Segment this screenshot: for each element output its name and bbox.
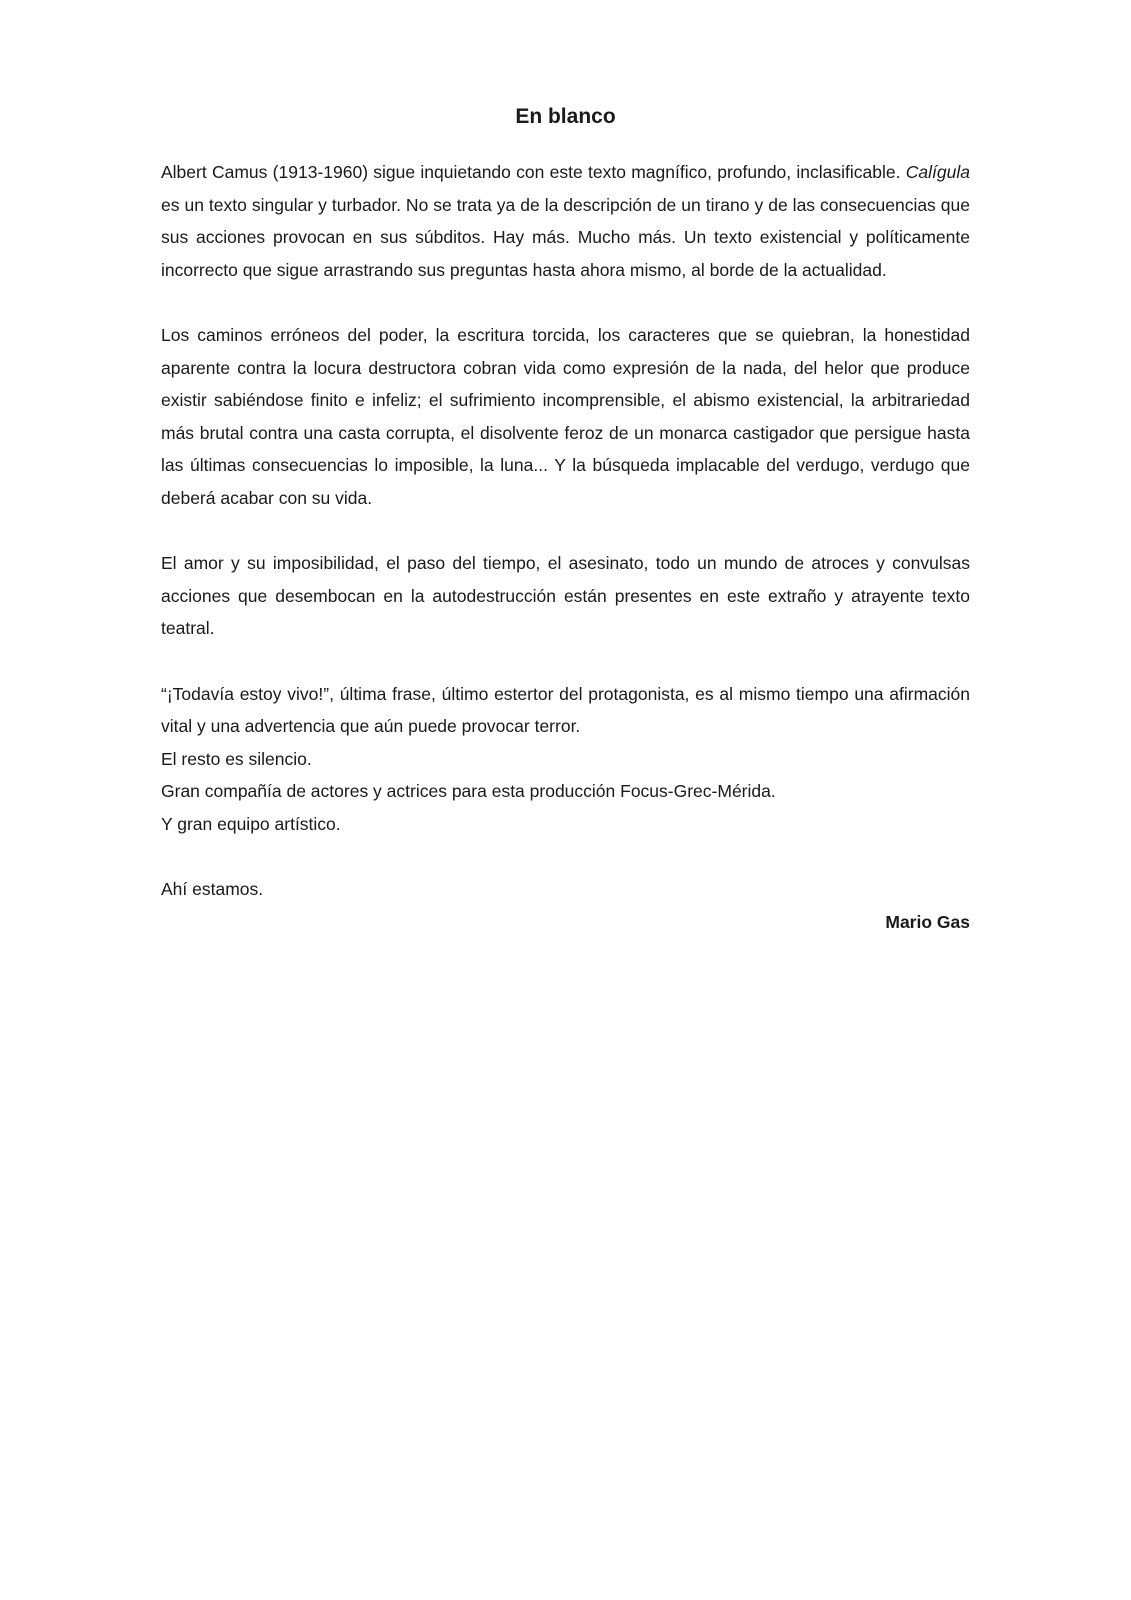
paragraph-2: Los caminos erróneos del poder, la escritura torcida, los caracteres que se quiebran, la honestidad aparente contra la locura destructora cobran vida como expresión de la nada, del helor que produce existir sabiéndose finito e infeliz; el sufrimiento incomprensible, el abismo existencial, la arbitrariedad más brutal contra una casta corrupta, el disolvente feroz de un monarca castigador que persigue hasta las últimas consecuencias lo imposible, la luna... Y la búsqueda implacable del verdugo, verdugo que deberá acabar con su vida. <box>161 324 970 508</box>
paragraph-1 <box>161 156 970 286</box>
line-artistic-team: Y gran equipo artístico. <box>161 813 341 834</box>
line-silence: El resto es silencio. <box>161 748 312 769</box>
document-title: En blanco <box>515 105 616 128</box>
closing-line: Ahí estamos. <box>161 879 264 900</box>
play-title-italic: Calígula <box>905 162 970 182</box>
paragraph-3: El amor y su imposibilidad, el paso del tiempo, el asesinato, todo un mundo de atroces y convulsas acciones que desembocan en la autodestrucción están presentes en este extraño y atrayente texto teatral. <box>161 553 970 639</box>
signature: Mario Gas <box>885 911 970 932</box>
line-company: Gran compañía de actores y actrices para esta producción Focus-Grec-Mérida. <box>161 781 776 802</box>
paragraph-4: “¡Todavía estoy vivo!”, última frase, último estertor del protagonista, es al mismo tiempo una afirmación vital y una advertencia que aún puede provocar terror. <box>161 683 970 737</box>
document-body <box>161 156 970 971</box>
paragraph-1-after: es un texto singular y turbador. No se trata ya de la descripción de un tirano y de las consecuencias que sus acciones provocan en sus súbditos. Hay más. Mucho más. Un texto existencial y políticamente incorrecto que sigue arrastrando sus preguntas hasta ahora mismo, al borde de la actualidad. <box>161 194 970 280</box>
paragraph-1-before: Albert Camus (1913-1960) sigue inquietando con este texto magnífico, profundo, inclasificable. <box>161 162 906 182</box>
